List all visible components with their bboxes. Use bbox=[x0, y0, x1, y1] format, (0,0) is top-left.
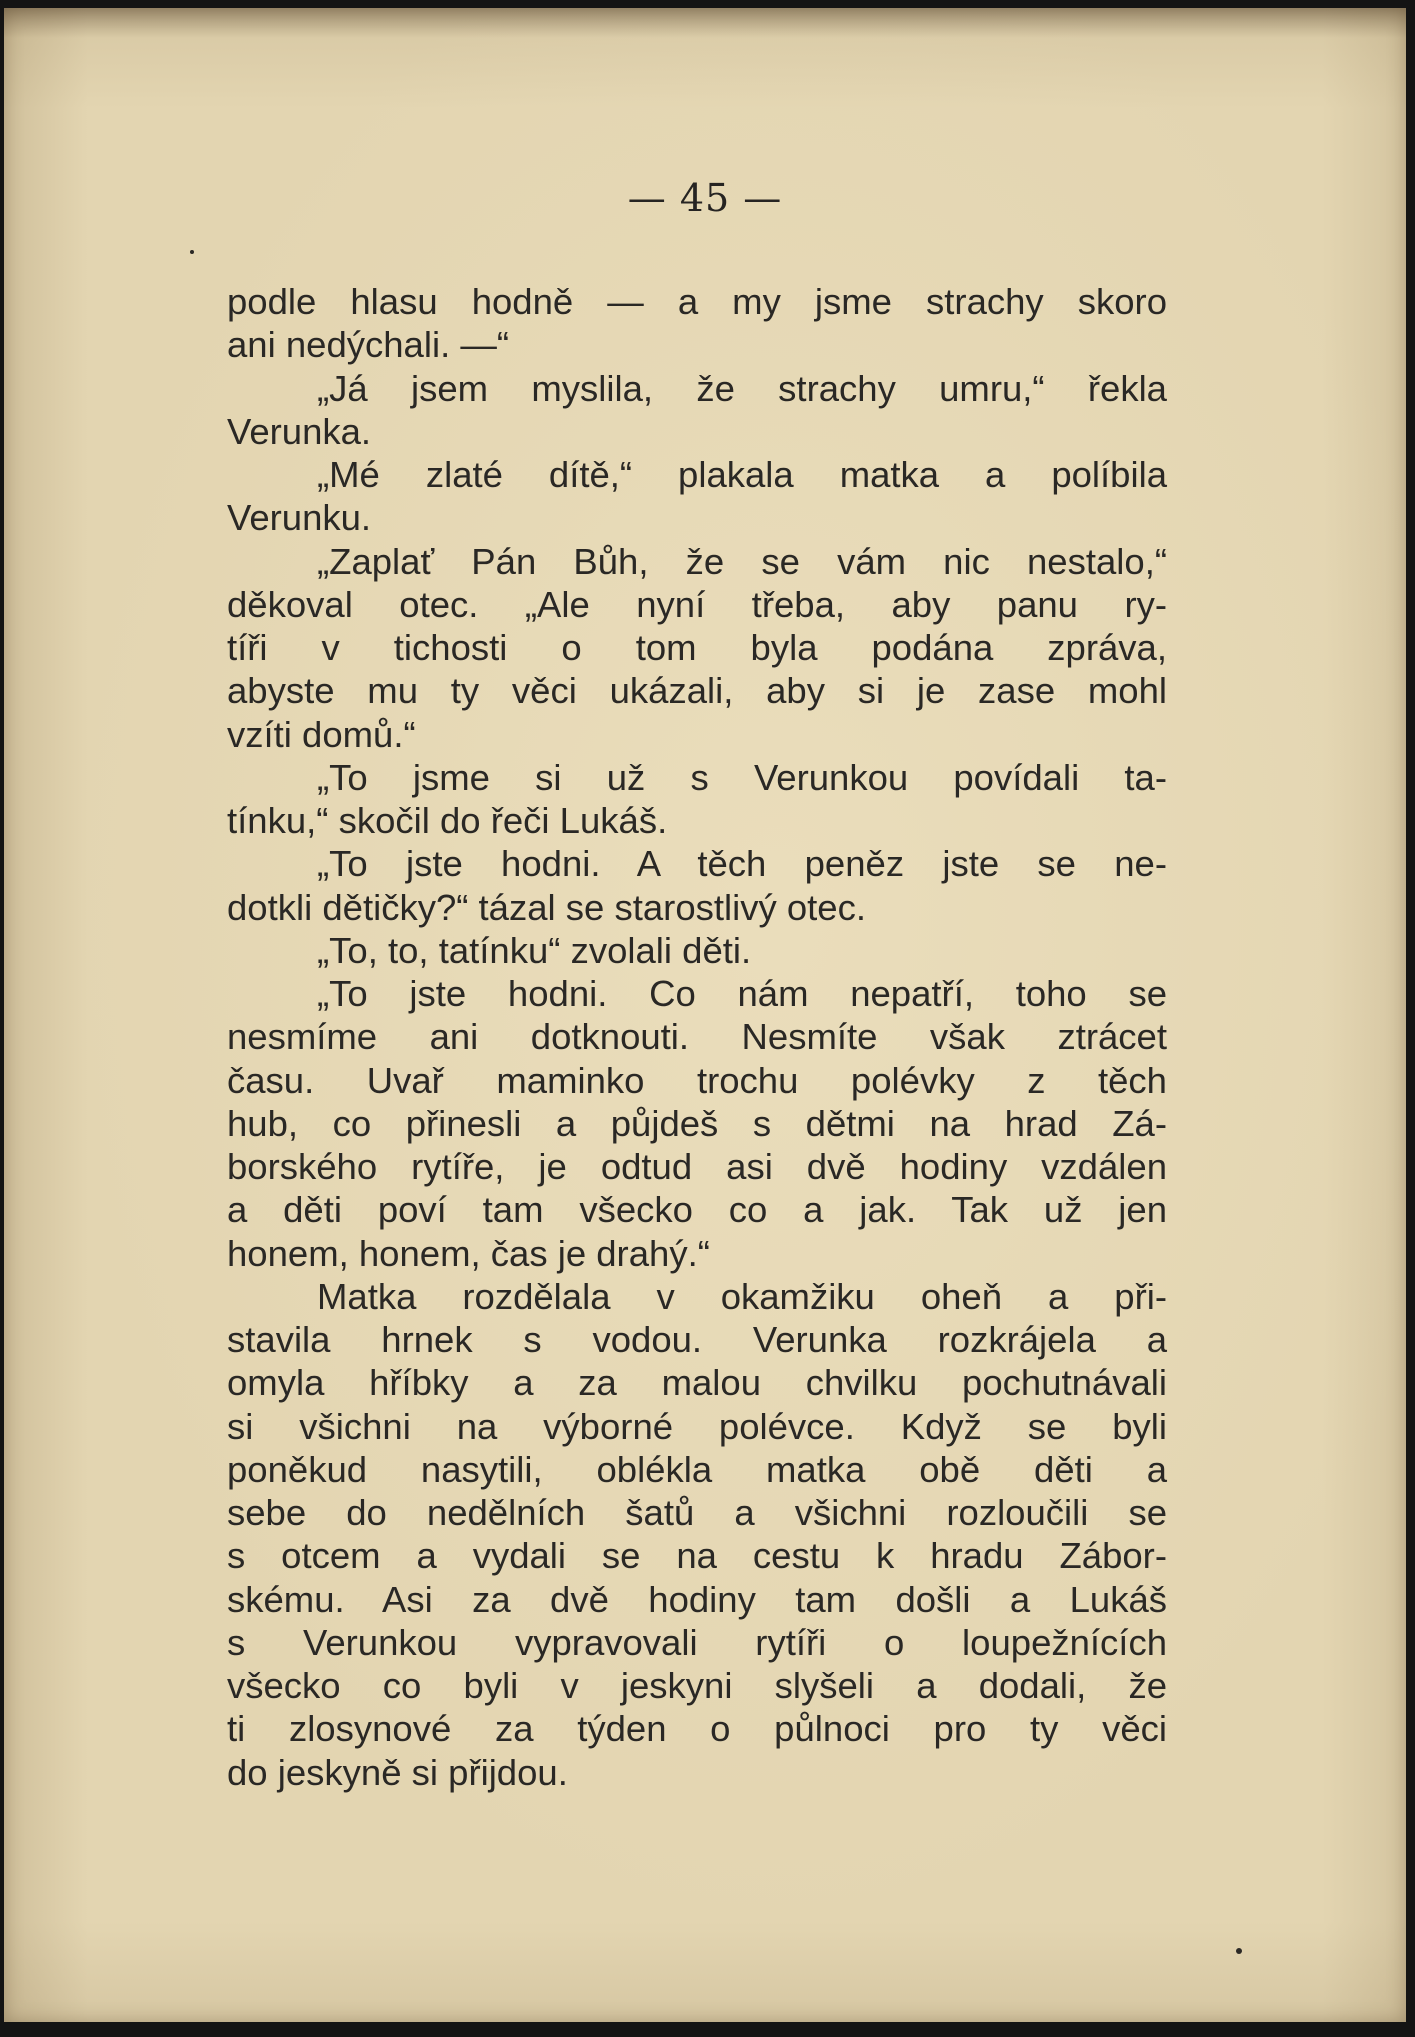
text-line: do jeskyně si přijdou. bbox=[227, 1751, 568, 1793]
text-line: ti zlosynové za týden o půlnoci pro ty věci bbox=[227, 1708, 1167, 1750]
text-line: abyste mu ty věci ukázali, aby si je zase mohl bbox=[227, 670, 1167, 712]
text-line: „To, to, tatínku“ zvolali děti. bbox=[317, 929, 752, 971]
text-line: s otcem a vydali se na cestu k hradu Zábor- bbox=[227, 1535, 1167, 1577]
text-line: hub, co přinesli a půjdeš s dětmi na hrad Zá- bbox=[227, 1102, 1167, 1144]
text-line: skému. Asi za dvě hodiny tam došli a Lukáš bbox=[227, 1578, 1167, 1620]
text-line: „To jste hodni. Co nám nepatří, toho se bbox=[317, 973, 1167, 1014]
text-line: všecko co byli v jeskyni slyšeli a dodali, že bbox=[227, 1665, 1167, 1706]
text-line: borského rytíře, je odtud asi dvě hodiny vzdálen bbox=[227, 1146, 1167, 1187]
text-line: honem, honem, čas je drahý.“ bbox=[227, 1232, 710, 1274]
text-line: „To jste hodni. A těch peněz jste se ne- bbox=[317, 843, 1167, 885]
paper-page bbox=[4, 8, 1406, 2022]
text-line: poněkud nasytili, oblékla matka obě děti a bbox=[227, 1448, 1167, 1490]
text-line: „Mé zlaté dítě,“ plakala matka a políbila bbox=[317, 454, 1167, 495]
page-edge-shadow bbox=[4, 8, 1406, 38]
ink-speck bbox=[190, 250, 194, 254]
page-number: — 45 — bbox=[627, 176, 783, 220]
text-line: sebe do nedělních šatů a všichni rozloučili se bbox=[227, 1492, 1167, 1533]
text-line: „Zaplať Pán Bůh, že se vám nic nestalo,“ bbox=[317, 540, 1167, 582]
text-line: Verunku. bbox=[227, 497, 372, 539]
text-line: Verunka. bbox=[227, 410, 372, 452]
text-line: si všichni na výborné polévce. Když se byli bbox=[227, 1405, 1167, 1447]
text-line: Matka rozdělala v okamžiku oheň a při- bbox=[317, 1275, 1167, 1317]
text-line: „To jsme si už s Verunkou povídali ta- bbox=[317, 756, 1167, 798]
text-line: „Já jsem myslila, že strachy umru,“ řekla bbox=[317, 367, 1167, 409]
text-line: času. Uvař maminko trochu polévky z těch bbox=[227, 1059, 1167, 1101]
text-line: děkoval otec. „Ale nyní třeba, aby panu ry- bbox=[227, 583, 1167, 625]
text-line: dotkli dětičky?“ tázal se starostlivý otec. bbox=[227, 886, 866, 928]
text-line: stavila hrnek s vodou. Verunka rozkrájela a bbox=[227, 1319, 1167, 1360]
body-text bbox=[227, 280, 1167, 1794]
text-line: omyla hříbky a za malou chvilku pochutnávali bbox=[227, 1362, 1167, 1404]
text-line: a děti poví tam všecko co a jak. Tak už jen bbox=[227, 1189, 1167, 1231]
text-line: ani nedýchali. —“ bbox=[227, 324, 510, 366]
text-line: nesmíme ani dotknouti. Nesmíte však ztrácet bbox=[227, 1016, 1167, 1058]
text-line: tínku,“ skočil do řeči Lukáš. bbox=[227, 800, 668, 841]
text-line: podle hlasu hodně — a my jsme strachy skoro bbox=[227, 281, 1167, 322]
text-line: vzíti domů.“ bbox=[227, 713, 416, 755]
ink-speck bbox=[1236, 1948, 1242, 1954]
text-line: s Verunkou vypravovali rytíři o loupežnících bbox=[227, 1621, 1167, 1663]
text-line: tíři v tichosti o tom byla podána zpráva, bbox=[227, 627, 1167, 668]
